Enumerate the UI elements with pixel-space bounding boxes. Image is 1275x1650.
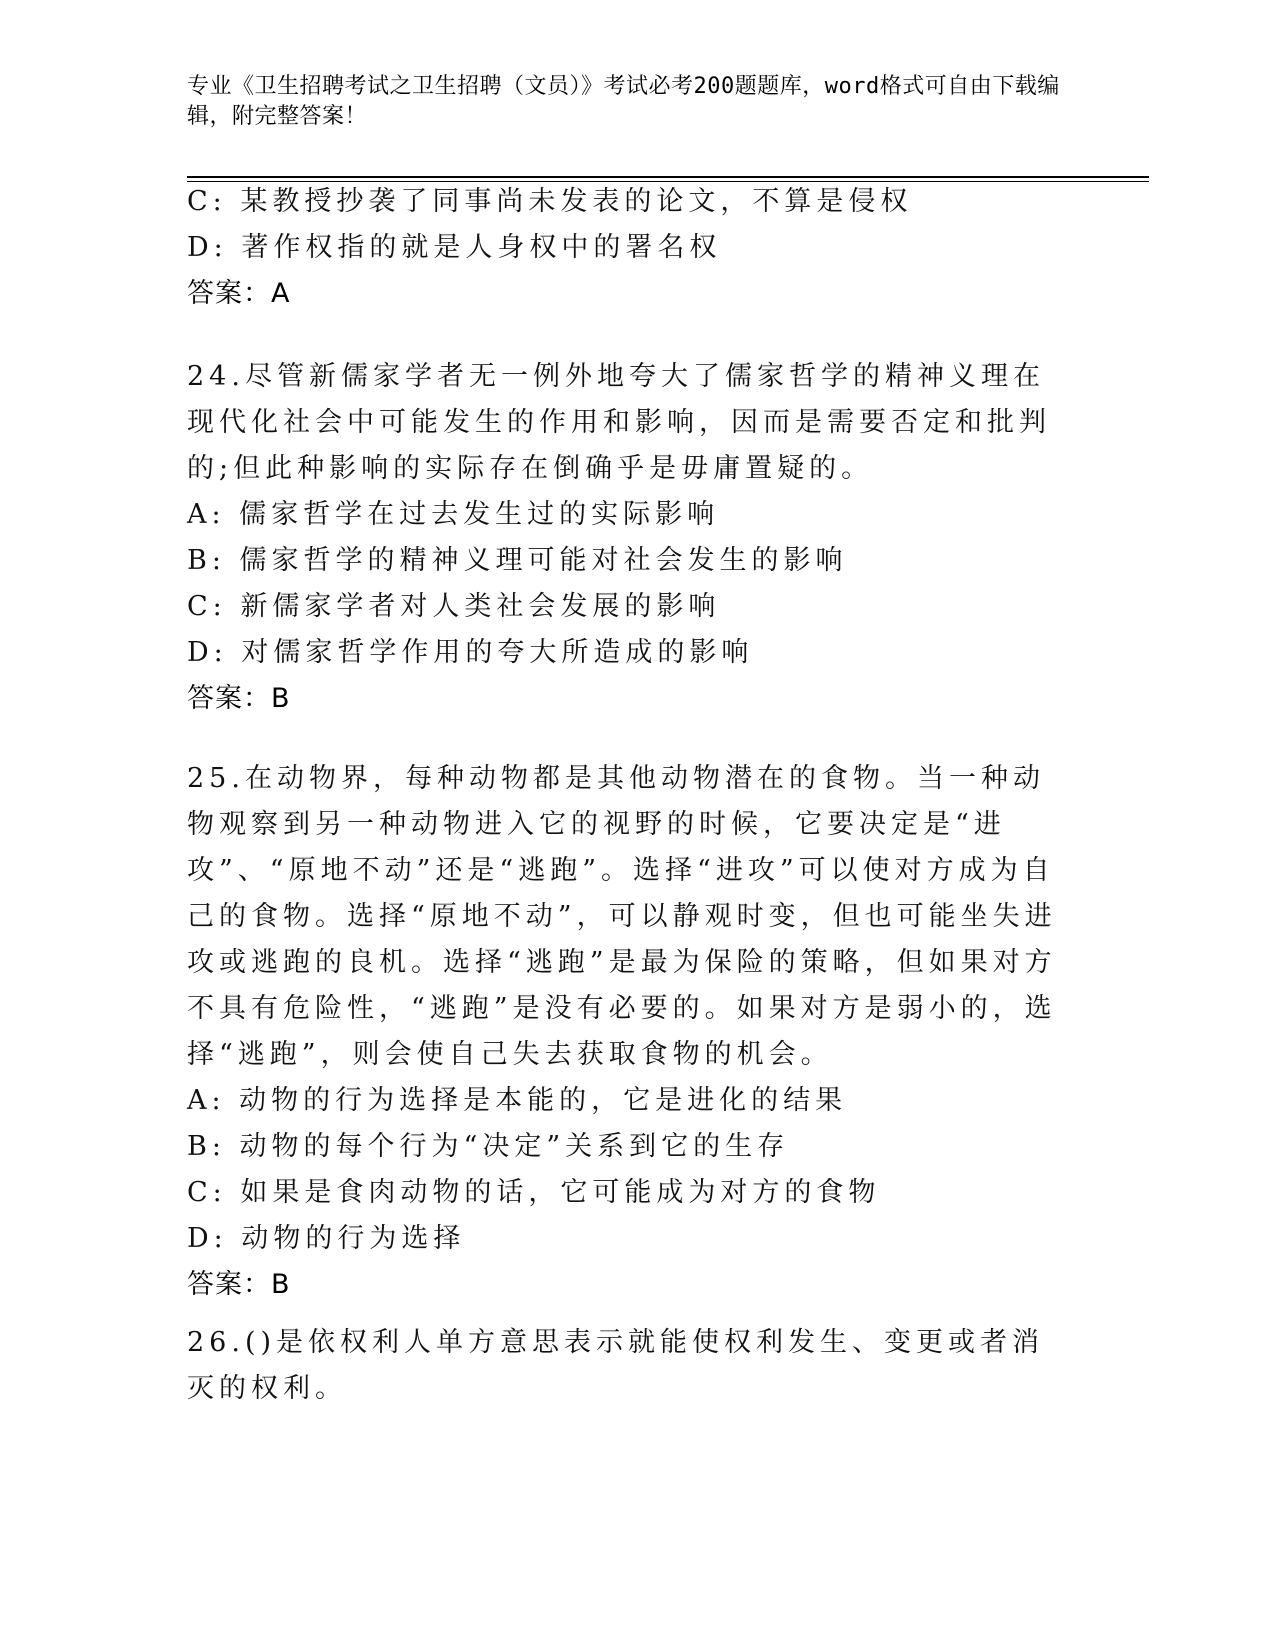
question-25 (187, 756, 1087, 1308)
option-b: B: 儒家哲学的精神义理可能对社会发生的影响 (187, 545, 848, 576)
question-stem: 26.()是依权利人单方意思表示就能使权利发生、变更或者消灭的权利。 (187, 1327, 1045, 1404)
question-stem: 24.尽管新儒家学者无一例外地夸大了儒家哲学的精神义理在现代化社会中可能发生的作用和影响，因而是需要否定和批判的;但此种影响的实际存在倒确乎是毋庸置疑的。 (187, 361, 1051, 484)
option-c: C: 某教授抄袭了同事尚未发表的论文，不算是侵权 (187, 186, 913, 217)
question-stem: 25.在动物界，每种动物都是其他动物潜在的食物。当一种动物观察到另一种动物进入它的视野的时候，它要决定是“进攻”、“原地不动”还是“逃跑”。选择“进攻”可以使对方成为自己的食物。选择“原地不动”，可以静观时变，但也可能坐失进攻或逃跑的良机。选择“逃跑”是最为保险的策略，但如果对方不具有危险性，“逃跑”是没有必要的。如果对方是弱小的，选择“逃跑”，则会使自己失去获取食物的机会。 (187, 763, 1057, 1070)
option-a: A: 动物的行为选择是本能的，它是进化的结果 (187, 1085, 848, 1116)
option-d: D: 著作权指的就是人身权中的署名权 (187, 232, 722, 263)
option-c: C: 如果是食肉动物的话，它可能成为对方的食物 (187, 1177, 881, 1208)
question-26 (187, 1320, 1087, 1412)
option-c: C: 新儒家学者对人类社会发展的影响 (187, 591, 721, 622)
question-23 (187, 179, 1087, 317)
answer: 答案：A (187, 278, 291, 309)
answer: 答案：B (187, 1269, 291, 1300)
header-divider (187, 176, 1149, 178)
option-d: D: 对儒家哲学作用的夸大所造成的影响 (187, 637, 754, 668)
option-d: D: 动物的行为选择 (187, 1223, 466, 1254)
option-b: B: 动物的每个行为“决定”关系到它的生存 (187, 1131, 790, 1162)
option-a: A: 儒家哲学在过去发生过的实际影响 (187, 499, 720, 530)
question-24 (187, 354, 1087, 722)
answer: 答案：B (187, 683, 291, 714)
page-header: 专业《卫生招聘考试之卫生招聘（文员）》考试必考200题题库，word格式可自由下载编辑，附完整答案！ (187, 74, 1060, 129)
